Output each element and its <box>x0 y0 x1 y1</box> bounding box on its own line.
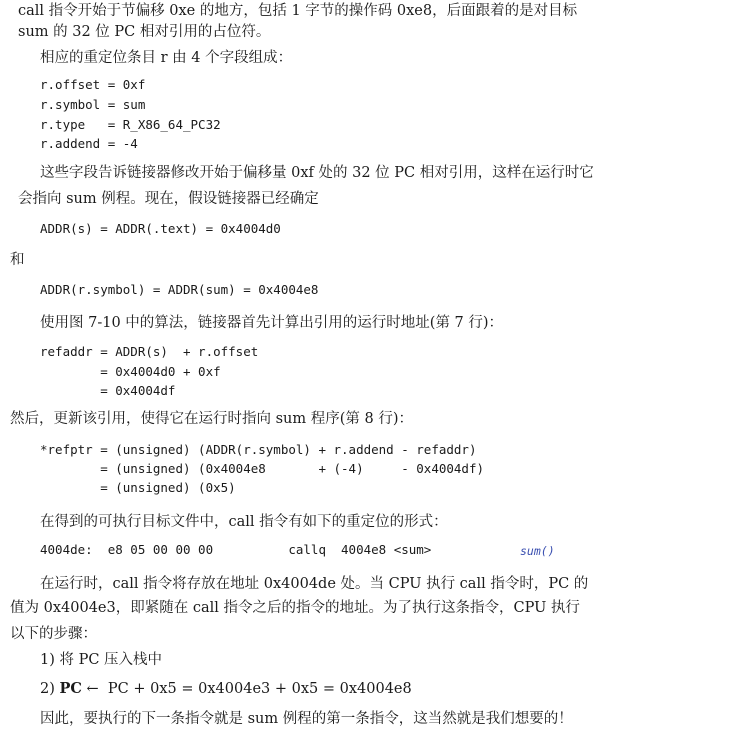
paragraph-line: 会指向 sum 例程。现在，假设链接器已经确定 <box>18 191 319 207</box>
step-2 <box>40 679 412 699</box>
code-refptr-line: *refptr = (unsigned) (ADDR(r.symbol) + r.addend - refaddr) <box>40 442 477 457</box>
paragraph-line: 以下的步骤： <box>10 626 97 642</box>
step-1: 1) 将 PC 压入栈中 <box>40 652 163 668</box>
paragraph-line: 然后，更新该引用，使得它在运行时指向 sum 程序(第 8 行)： <box>10 411 414 427</box>
paragraph-line: call 指令开始于节偏移 0xe 的地方，包括 1 字节的操作码 0xe8，后面跟着的是对目标 <box>18 3 578 19</box>
reloc-field-symbol: r.symbol = sum <box>40 97 146 112</box>
paragraph-line: 这些字段告诉链接器修改开始于偏移量 0xf 处的 32 位 PC 相对引用，这样在运行时它 <box>40 165 594 181</box>
code-disassembly: 4004de: e8 05 00 00 00 callq 4004e8 <sum> <box>40 542 432 557</box>
paragraph-line: 因此，要执行的下一条指令就是 sum 例程的第一条指令，这当然就是我们想要的！ <box>40 711 573 727</box>
reloc-field-addend: r.addend = -4 <box>40 136 138 151</box>
reloc-field-type: r.type = R_X86_64_PC32 <box>40 117 221 132</box>
code-refptr-line: = (unsigned) (0x4004e8 + (-4) - 0x4004df) <box>40 461 485 476</box>
paragraph-line: sum 的 32 位 PC 相对引用的占位符。 <box>18 24 271 40</box>
code-refaddr-line: = 0x4004df <box>40 383 176 398</box>
code-refptr-line: = (unsigned) (0x5) <box>40 480 236 495</box>
step-2-expression: ← PC + 0x5 = 0x4004e3 + 0x5 = 0x4004e8 <box>81 681 412 697</box>
code-refaddr-line: refaddr = ADDR(s) + r.offset <box>40 344 259 359</box>
code-comment: sum() <box>520 544 555 558</box>
code-refaddr-line: = 0x4004d0 + 0xf <box>40 364 221 379</box>
paragraph-line: 在得到的可执行目标文件中，call 指令有如下的重定位的形式： <box>40 514 448 530</box>
paragraph-line: 使用图 7-10 中的算法，链接器首先计算出引用的运行时地址(第 7 行)： <box>40 315 504 331</box>
paragraph-line: 相应的重定位条目 r 由 4 个字段组成： <box>40 50 293 66</box>
step-2-pc: PC <box>59 680 82 697</box>
code-addr-symbol: ADDR(r.symbol) = ADDR(sum) = 0x4004e8 <box>40 282 319 297</box>
paragraph-line: 在运行时，call 指令将存放在地址 0x4004de 处。当 CPU 执行 call 指令时，PC 的 <box>40 576 589 592</box>
paragraph-line: 值为 0x4004e3，即紧随在 call 指令之后的指令的地址。为了执行这条指令，CPU 执行 <box>10 600 580 616</box>
reloc-field-offset: r.offset = 0xf <box>40 77 146 92</box>
step-2-number: 2) <box>40 681 55 697</box>
conjunction-and: 和 <box>10 252 25 268</box>
code-addr-s: ADDR(s) = ADDR(.text) = 0x4004d0 <box>40 221 281 236</box>
